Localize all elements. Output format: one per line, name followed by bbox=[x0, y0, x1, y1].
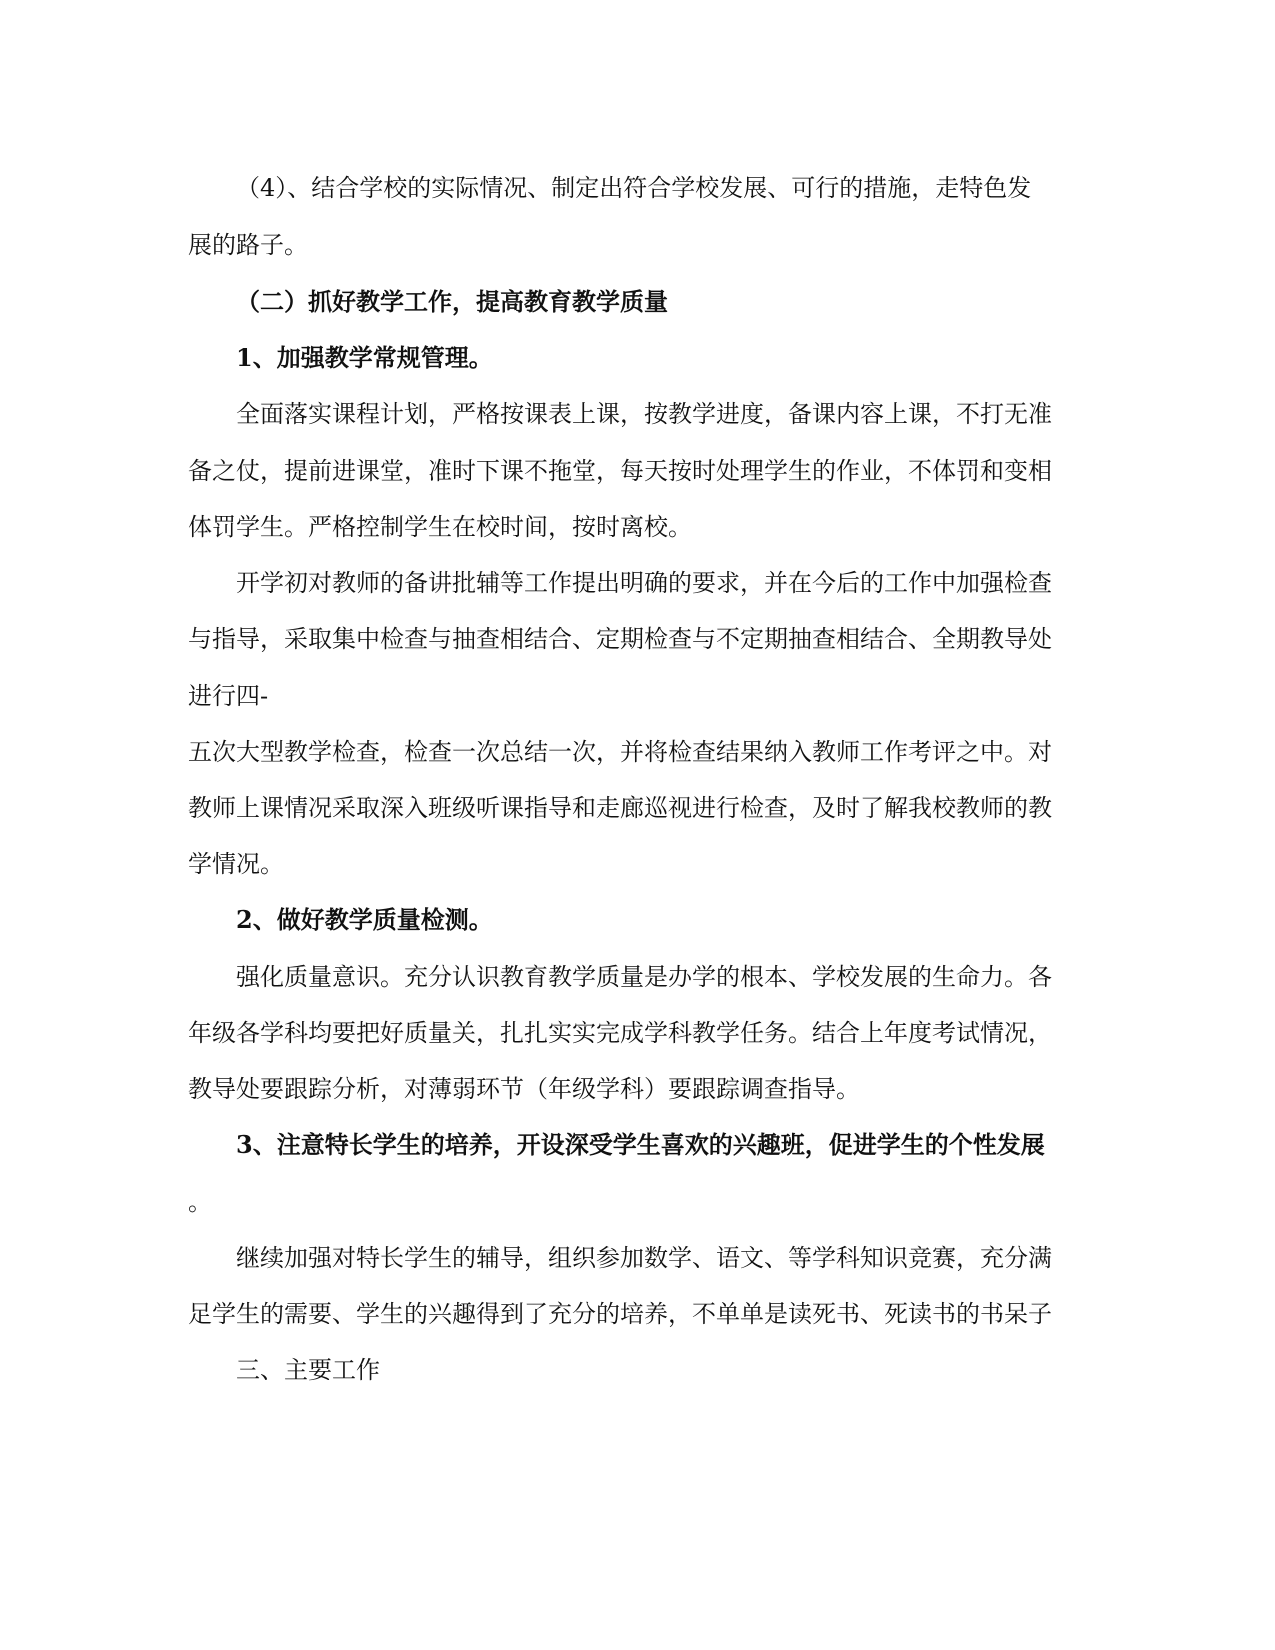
subsection-heading: 1、加强教学常规管理。 bbox=[236, 343, 493, 372]
paragraph-line: 足学生的需要、学生的兴趣得到了充分的培养，不单单是读死书、死读书的书呆子 bbox=[188, 1300, 1052, 1328]
paragraph-line: 体罚学生。严格控制学生在校时间，按时离校。 bbox=[188, 513, 692, 541]
paragraph-line: 教师上课情况采取深入班级听课指导和走廊巡视进行检查，及时了解我校教师的教 bbox=[188, 794, 1052, 822]
subsection-heading: 3、注意特长学生的培养，开设深受学生喜欢的兴趣班，促进学生的个性发展 bbox=[236, 1130, 1045, 1159]
section-heading: 三、主要工作 bbox=[236, 1356, 380, 1384]
paragraph-line: 学情况。 bbox=[188, 850, 284, 878]
paragraph-line: 教导处要跟踪分析，对薄弱环节（年级学科）要跟踪调查指导。 bbox=[188, 1075, 860, 1103]
paragraph-line: 五次大型教学检查，检查一次总结一次，并将检查结果纳入教师工作考评之中。对 bbox=[188, 738, 1052, 766]
paragraph-line: 与指导，采取集中检查与抽查相结合、定期检查与不定期抽查相结合、全期教导处 bbox=[188, 625, 1052, 653]
paragraph-line: 备之仗，提前进课堂，准时下课不拖堂，每天按时处理学生的作业，不体罚和变相 bbox=[188, 457, 1052, 485]
paragraph-line: 全面落实课程计划，严格按课表上课，按教学进度，备课内容上课，不打无准 bbox=[236, 400, 1052, 428]
paragraph-line: 展的路子。 bbox=[188, 231, 308, 259]
subsection-heading: 2、做好教学质量检测。 bbox=[236, 905, 493, 934]
paragraph-line: 开学初对教师的备讲批辅等工作提出明确的要求，并在今后的工作中加强检查 bbox=[236, 569, 1052, 597]
paragraph-line: 年级各学科均要把好质量关，扎扎实实完成学科教学任务。结合上年度考试情况， bbox=[188, 1019, 1052, 1047]
paragraph-line: 继续加强对特长学生的辅导，组织参加数学、语文、等学科知识竞赛，充分满 bbox=[236, 1244, 1052, 1272]
paragraph-line: 进行四- bbox=[188, 682, 269, 710]
paragraph-line: 。 bbox=[188, 1188, 212, 1216]
paragraph-line: （4）、结合学校的实际情况、制定出符合学校发展、可行的措施，走特色发 bbox=[236, 174, 1032, 202]
section-heading: （二）抓好教学工作，提高教育教学质量 bbox=[236, 287, 668, 316]
paragraph-line: 强化质量意识。充分认识教育教学质量是办学的根本、学校发展的生命力。各 bbox=[236, 963, 1052, 991]
